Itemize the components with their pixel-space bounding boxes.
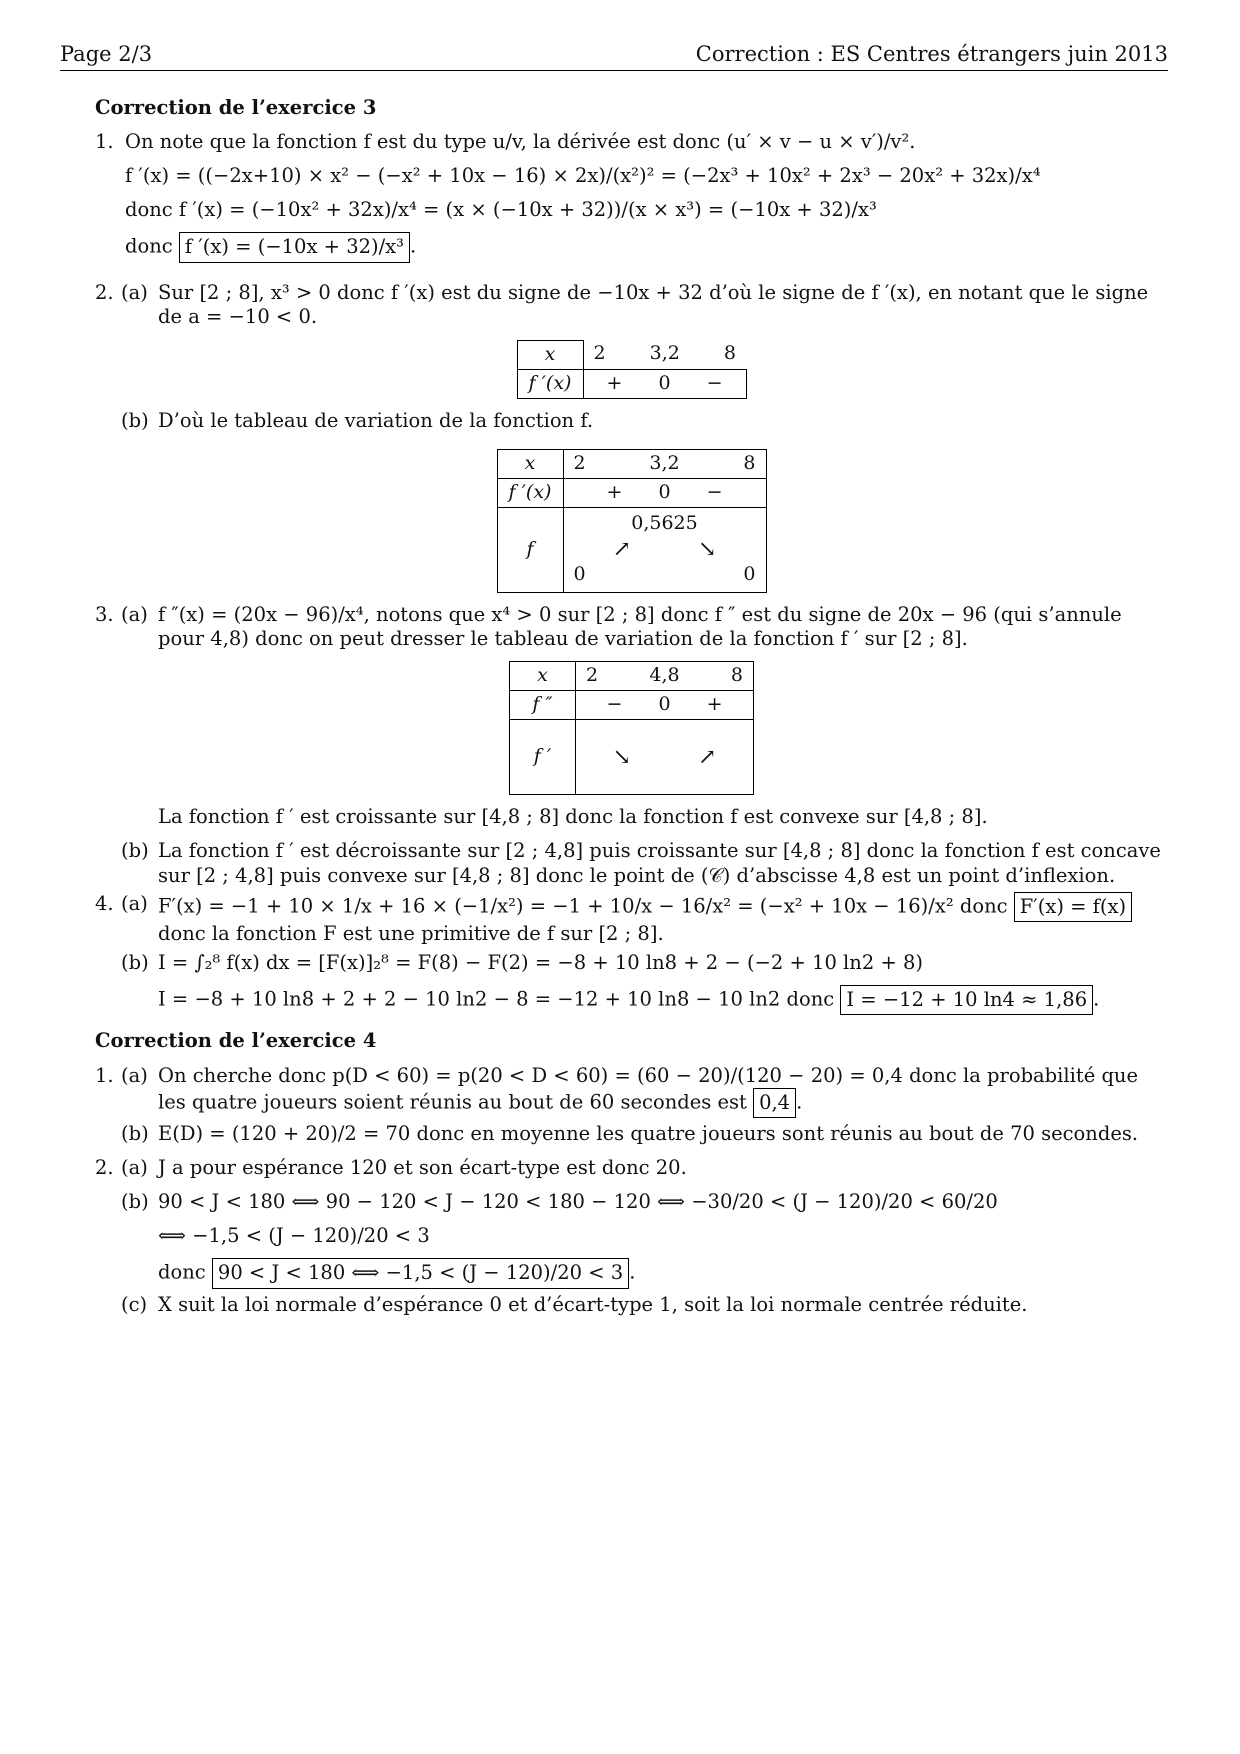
- ex4-q2b-line3: donc 90 < J < 180 ⟺ −1,5 < (J − 120)/20 < 3 .: [158, 1258, 1168, 1288]
- variation-table-fprime: x 2 4,8 8 f ″ − 0 + f ′ ↘ ↗: [509, 661, 754, 795]
- ex4-q2a: 2. (a) J a pour espérance 120 et son écart-type est donc 20.: [95, 1156, 687, 1180]
- ex3-q4a-box: F′(x) = f(x): [1014, 892, 1132, 922]
- ex3-q3a: 3. (a) f ″(x) = (20x − 96)/x⁴, notons que x⁴ > 0 sur [2 ; 8] donc f ″ est du signe de 20x − 96 (qui s’annule pour 4,8) donc on peut dresser le tableau de variation de la fonction f ′ sur [2 ; 8].: [95, 602, 1122, 650]
- ex4-q1a-box: 0,4: [753, 1088, 796, 1118]
- document-title: Correction : ES Centres étrangers juin 2013: [695, 42, 1168, 66]
- ex4-q2b: (b) 90 < J < 180 ⟺ 90 − 120 < J − 120 < 180 − 120 ⟺ −30/20 < (J − 120)/20 < 60/20: [121, 1190, 998, 1214]
- exercise-3-title: Correction de l’exercice 3: [95, 96, 377, 119]
- ex3-q2a: 2. (a) Sur [2 ; 8], x³ > 0 donc f ′(x) est du signe de −10x + 32 d’où le signe de f ′(x), en notant que le signe de a = −10 < 0.: [95, 280, 1149, 329]
- ex4-q1a: 1. (a) On cherche donc p(D < 60) = p(20 < D < 60) = (60 − 20)/(120 − 20) = 0,4 donc la probabilité que les quatre joueurs soient réunis au bout de 60 secondes est 0,4 .: [95, 1064, 1168, 1119]
- ex3-q3b: (b) La fonction f ′ est décroissante sur [2 ; 4,8] puis croissante sur [4,8 ; 8] donc la fonction f est concave sur [2 ; 4,8] puis convexe sur [4,8 ; 8] donc le point de (𝒞) d’abscisse 4,8 est un point d’inflexion.: [121, 839, 1161, 887]
- ex3-q1-line3: donc f ′(x) = (−10x + 32)/x³ .: [125, 232, 1168, 262]
- ex3-q1-text: On note que la fonction f est du type u/v, la dérivée est donc (u′ × v − u × v′)/v².: [125, 130, 916, 154]
- ex4-q2b-box: 90 < J < 180 ⟺ −1,5 < (J − 120)/20 < 3: [212, 1258, 629, 1288]
- ex4-q1b: (b) E(D) = (120 + 20)/2 = 70 donc en moyenne les quatre joueurs sont réunis au bout de 70 secondes.: [121, 1122, 1139, 1146]
- ex3-q1-result-box: f ′(x) = (−10x + 32)/x³: [179, 232, 410, 262]
- arrows: ↗ ↘: [612, 536, 717, 562]
- ex3-q4b-line2: I = −8 + 10 ln8 + 2 + 2 − 10 ln2 − 8 = −12 + 10 ln8 − 10 ln2 donc I = −12 + 10 ln4 ≈ 1,86 .: [158, 985, 1168, 1015]
- ex3-q3a-end: La fonction f ′ est croissante sur [4,8 ; 8] donc la fonction f est convexe sur [4,8 ; 8].: [158, 805, 988, 829]
- ex3-q4a: 4. (a) F′(x) = −1 + 10 × 1/x + 16 × (−1/x²) = −1 + 10/x − 16/x² = (−x² + 10x − 16)/x² donc F′(x) = f(x) donc la fonction F est une primitive de f sur [2 ; 8].: [95, 892, 1168, 947]
- arrows: ↘ ↗: [576, 720, 754, 795]
- exercise-4-title: Correction de l’exercice 4: [95, 1029, 377, 1053]
- document-body: [95, 96, 1168, 1327]
- sign-table-fprime: x 2 3,2 8 f ′(x) + 0 −: [517, 340, 747, 399]
- ex3-q1: 1. On note que la fonction f est du type u/v, la dérivée est donc (u′ × v − u × v′)/v².: [95, 130, 1168, 160]
- ex3-q1-line2: donc f ′(x) = (−10x² + 32x)/x⁴ = (x × (−10x + 32))/(x × x³) = (−10x + 32)/x³: [125, 198, 877, 222]
- variation-table-f: x 2 3,2 8 f ′(x) + 0 − f 0,5625 ↗ ↘ 0 0: [497, 449, 767, 593]
- ex4-q2b-line2: ⟺ −1,5 < (J − 120)/20 < 3: [158, 1224, 430, 1248]
- ex4-q2c: (c) X suit la loi normale d’espérance 0 et d’écart-type 1, soit la loi normale centrée réduite.: [121, 1292, 1028, 1316]
- page-number: Page 2/3: [60, 42, 153, 66]
- ex3-q4b: (b) I = ∫₂⁸ f(x) dx = [F(x)]₂⁸ = F(8) − F(2) = −8 + 10 ln8 + 2 − (−2 + 10 ln2 + 8): [121, 950, 924, 974]
- ex3-q1-line1: f ′(x) = ((−2x+10) × x² − (−x² + 10x − 16) × 2x)/(x²)² = (−2x³ + 10x² + 2x³ − 20x² + 32x)/x⁴: [125, 164, 1041, 188]
- ex3-q2b: (b) D’où le tableau de variation de la fonction f.: [121, 408, 594, 432]
- ex3-q4b-box: I = −12 + 10 ln4 ≈ 1,86: [840, 985, 1093, 1015]
- page-header: [60, 42, 1168, 71]
